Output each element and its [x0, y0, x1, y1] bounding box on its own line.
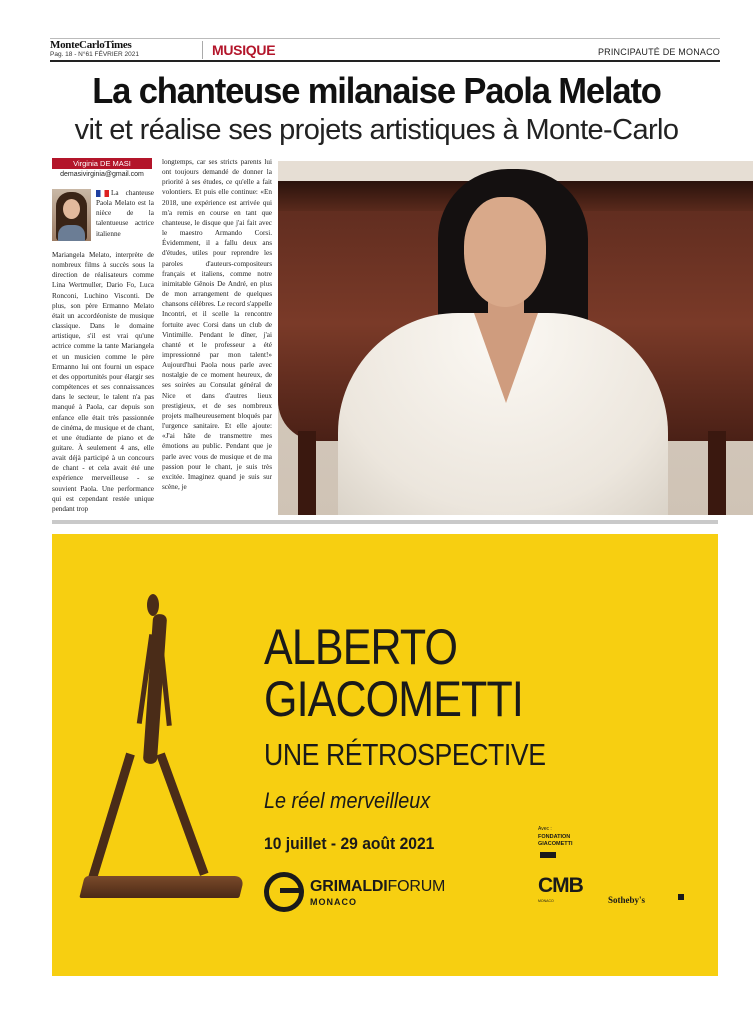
fondation-mark-icon [540, 852, 556, 858]
statue-base [79, 876, 244, 898]
venue-name [310, 878, 445, 896]
article-column-1: Mariangela Melato, interprète de nombreux films à succès sous la direction de réalisateurs comme Lina Wertmuller, Dario Fo, Luca Ronconi, Luchino Visconti. De plus, son père Ermanno Melato était un accordéoniste de musique classique. Dans le domaine artistique, s'il est vrai qu'une actrice comme la tante Mariangela et un musicien comme le père Ermanno lui ont fourni un espace et des opportunités pour élargir ses compétences et ses connaissances dans le secteur, le talent n'a pas manqué à Paola, car depuis son enfance elle était très passionnée de cinéma, de musique et de chant, et une étudiante de piano et de guitare. À seulement 4 ans, elle avait déjà participé à un concours de chant - et cela avait été une expérience merveilleuse - se souvient Paola. Une performance qui est cependant restée unique pendant trop [52, 251, 154, 513]
statue-head [147, 594, 159, 616]
ad-title-line-2: GIACOMETTI [264, 671, 523, 727]
author-shirt [58, 225, 85, 241]
government-crest-icon [678, 894, 684, 900]
subhead: vit et réalise ses projets artistiques à Monte-Carlo [74, 114, 679, 146]
page-info: Pag. 18 - N°61 FÉVRIER 2021 [50, 51, 139, 58]
masthead [50, 38, 720, 62]
intro-text: La chanteuse Paola Melato est la nièce de la talentueuse actrice italienne [96, 189, 154, 238]
ad-title-line-1: ALBERTO [264, 619, 458, 675]
author-photo [52, 189, 91, 241]
ad-subtitle: UNE RÉTROSPECTIVE [264, 737, 546, 772]
section-divider [52, 520, 718, 524]
paper-name: MonteCarloTimes [50, 39, 132, 51]
singer-face [464, 197, 546, 307]
author-email: demasivirginia@gmail.com [60, 171, 144, 178]
piano-leg [708, 431, 726, 515]
section-label: MUSIQUE [212, 42, 276, 58]
cmb-logo: CMB [538, 874, 583, 897]
cmb-subtitle: MONACO [538, 899, 554, 903]
piano-leg [298, 431, 316, 515]
fondation-logo: FONDATION GIACOMETTI [538, 834, 573, 847]
ad-dates: 10 juillet - 29 août 2021 [264, 834, 435, 853]
masthead-divider [202, 41, 203, 59]
venue-name-part-1: GRIMALDI [310, 878, 388, 895]
avec-label: Avec : [538, 826, 552, 832]
venue-name-part-2: FORUM [387, 878, 446, 895]
author-name: Virginia DE MASI [52, 158, 152, 169]
region-label: PRINCIPAUTÉ DE MONACO [597, 47, 720, 57]
statue-leg [88, 753, 135, 880]
headline: La chanteuse milanaise Paola Melato [92, 70, 661, 111]
article-column-2: longtemps, car ses stricts parents lui ont toujours demandé de donner la priorité à ses études, ce qu'elle a fait volontiers. Et puis elle continue: «En 2018, une expérience est arrivée qui m'a remis en course en tant que chanteuse, le disque que j'ai fait avec le maestro Armando Corsi. Évidemment, il a fallu deux ans d'études, utiles pour reprendre les paroles d'auteurs-compositeurs français et italiens, comme notre inimitable Gênois De André, en plus de mon arrangement de quelques chansons célèbres. Le record s'appelle Incontri, et il scelle la rencontre fortuite avec Corsi dans un club de Vintimille. Pendant le dîner, j'ai chanté et le professeur a été impressionné par mon talent!» Aujourd'hui Paola nous parle avec nostalgie de ce moment heureux, de ses soirées au Consulat général de Nice et dans d'autres lieux prestigieux, et de ses nombreux projets malheureusement bloqués par l'urgence sanitaire. Et elle ajoute: «J'ai hâte de transmettre mes émotions au public. Pendant que je parle avec vous de musique et de ma passion pour le chant, je suis très excitée. Imaginez quand je suis sur scène, je [162, 158, 272, 491]
author-face [63, 199, 80, 219]
article-intro [96, 188, 154, 239]
ad-tagline: Le réel merveilleux [264, 788, 431, 813]
statue-leg [156, 752, 208, 875]
grimaldi-forum-logo-bar [280, 888, 302, 893]
dress-neckline [474, 313, 538, 403]
french-flag-icon [96, 190, 109, 197]
exhibition-ad [52, 534, 718, 976]
main-photo [278, 161, 753, 515]
sothebys-logo: Sotheby's [608, 895, 646, 905]
venue-city: MONACO [310, 897, 357, 907]
